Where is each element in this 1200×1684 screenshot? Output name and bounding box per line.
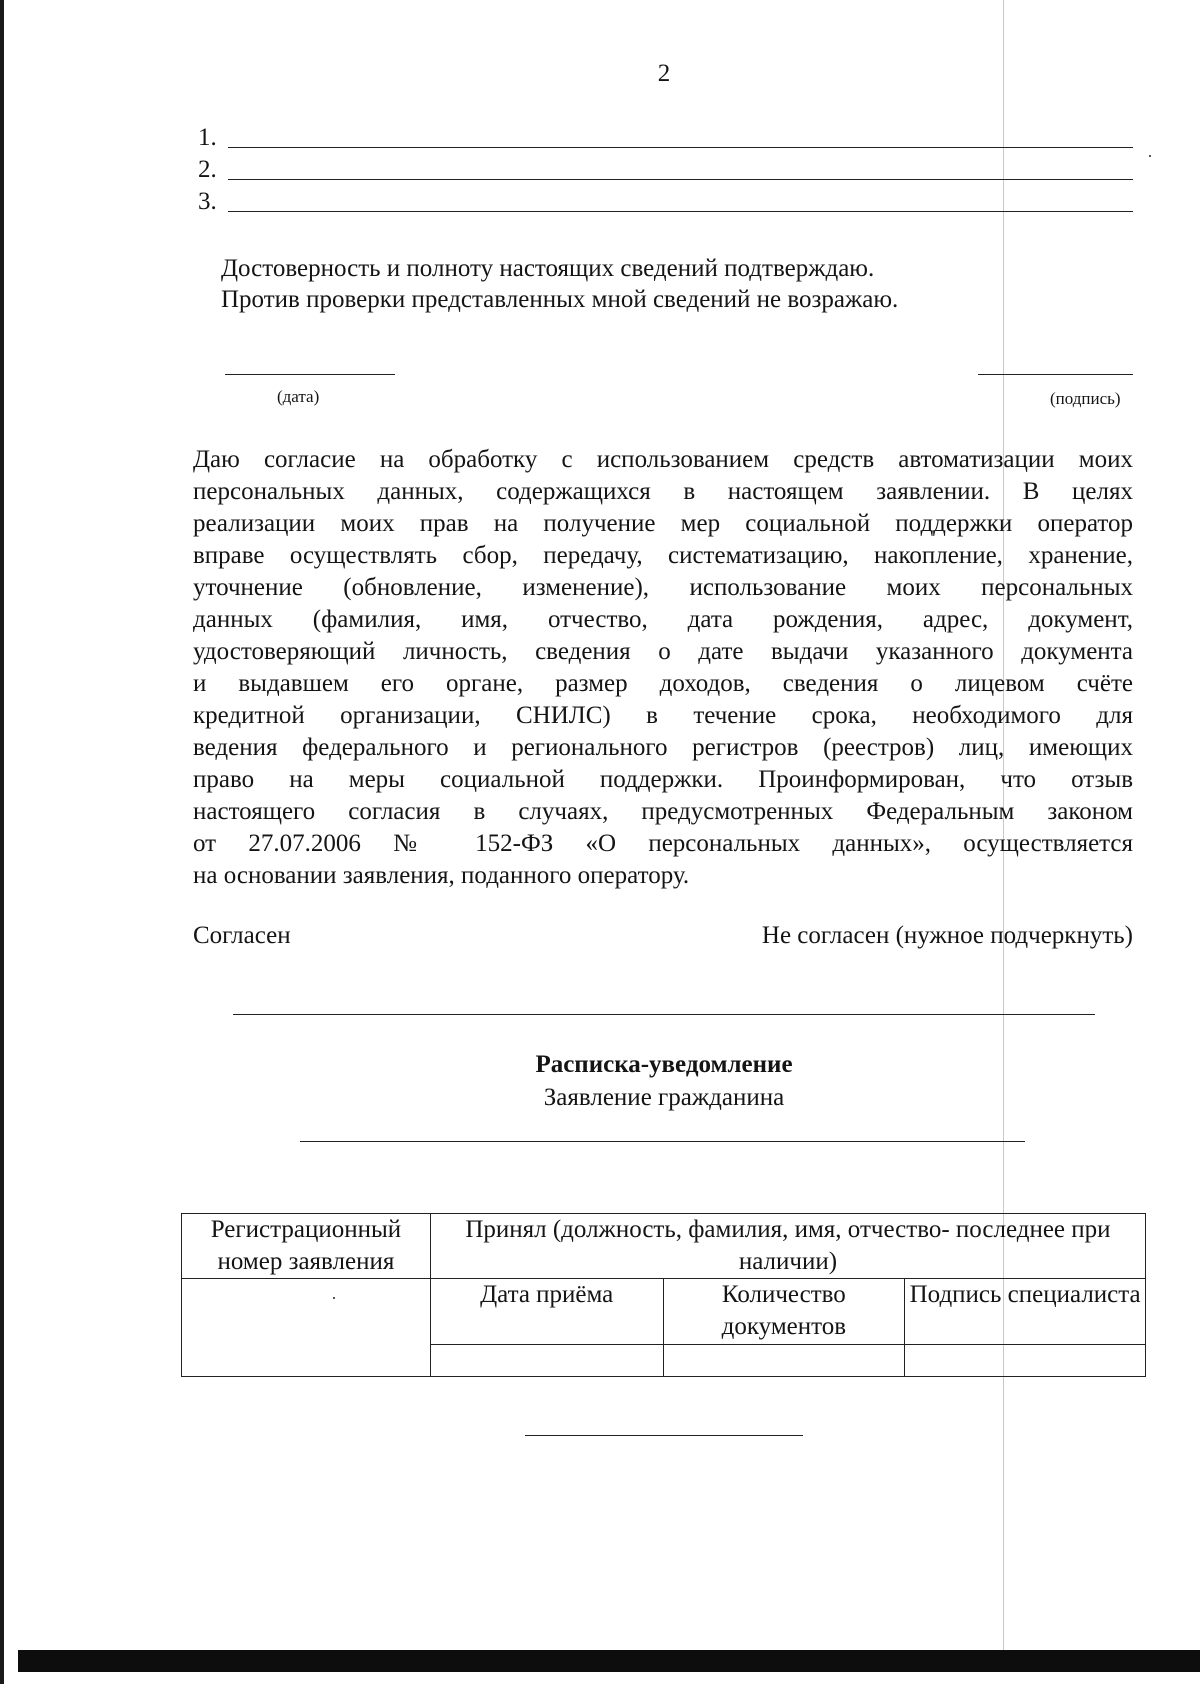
date-caption: (дата)	[277, 387, 320, 406]
consent-line: данных (фамилия, имя, отчество, дата рождения, адрес, документ,	[193, 606, 1133, 633]
scan-speck	[1149, 155, 1151, 157]
consent-line: удостоверяющий личность, сведения о дате выдачи указанного документа	[193, 638, 1133, 665]
signature-cell	[905, 1345, 1146, 1377]
signature-header: Подпись специалиста	[905, 1279, 1146, 1345]
reg-number-header: Регистрационный номер заявления	[182, 1214, 431, 1279]
consent-line: реализации моих прав на получение мер социальной поддержки оператор	[193, 510, 1133, 537]
confirmation-line-2: Против проверки представленных мной сведений не возражаю.	[221, 286, 899, 313]
docs-count-cell	[663, 1345, 905, 1377]
date-header: Дата приёма	[430, 1279, 663, 1345]
receipt-table	[181, 1213, 1146, 1377]
consent-line: настоящего согласия в случаях, предусмотренных Федеральным законом	[193, 798, 1133, 825]
page-number: 2	[657, 60, 671, 87]
receipt-subtitle: Заявление гражданина	[543, 1084, 785, 1111]
agree-option: Согласен	[193, 922, 291, 949]
numbered-line-3	[198, 184, 1133, 214]
scan-edge-left	[0, 0, 4, 1684]
scan-speck	[333, 1297, 335, 1299]
scan-bottom-edge	[18, 1650, 1200, 1672]
blank-underline	[228, 147, 1133, 148]
numbered-line-label: 2.	[198, 156, 217, 183]
confirmation-line-1: Достоверность и полноту настоящих сведений подтверждаю.	[221, 255, 875, 282]
applicant-name-line	[300, 1141, 1025, 1142]
reg-number-cell	[182, 1279, 431, 1377]
numbered-line-label: 1.	[198, 124, 217, 151]
numbered-line-1	[198, 120, 1133, 150]
consent-line: ведения федерального и регионального регистров (реестров) лиц, имеющих	[193, 734, 1133, 761]
consent-line: и выдавшем его органе, размер доходов, сведения о лицевом счёте	[193, 670, 1133, 697]
separator-line	[233, 1014, 1095, 1015]
consent-line: персональных данных, содержащихся в настоящем заявлении. В целях	[193, 478, 1133, 505]
blank-underline	[228, 179, 1133, 180]
numbered-line-2	[198, 152, 1133, 182]
numbered-line-label: 3.	[198, 188, 217, 215]
table-row	[182, 1279, 1146, 1345]
signature-caption: (подпись)	[1050, 389, 1121, 408]
bottom-signature-line	[525, 1435, 803, 1436]
consent-paragraph	[193, 444, 1133, 892]
consent-line: вправе осуществлять сбор, передачу, систематизацию, накопление, хранение,	[193, 542, 1133, 569]
consent-line: право на меры социальной поддержки. Проинформирован, что отзыв	[193, 766, 1133, 793]
consent-line: Даю согласие на обработку с использованием средств автоматизации моих	[193, 446, 1133, 473]
blank-underline	[228, 211, 1133, 212]
disagree-option: Не согласен (нужное подчеркнуть)	[761, 922, 1133, 949]
receipt-title: Расписка-уведомление	[535, 1051, 793, 1078]
consent-line: уточнение (обновление, изменение), использование моих персональных	[193, 574, 1133, 601]
table-row	[182, 1214, 1146, 1279]
consent-line: кредитной организации, СНИЛС) в течение срока, необходимого для	[193, 702, 1133, 729]
consent-line: от 27.07.2006 № 152-ФЗ «О персональных данных», осуществляется	[193, 830, 1133, 857]
date-cell	[430, 1345, 663, 1377]
consent-line: на основании заявления, поданного оператору.	[193, 862, 690, 889]
docs-count-header: Количество документов	[663, 1279, 905, 1345]
signature-line	[978, 374, 1133, 375]
accepted-header: Принял (должность, фамилия, имя, отчество- последнее при наличии)	[430, 1214, 1145, 1279]
date-line	[225, 374, 395, 375]
